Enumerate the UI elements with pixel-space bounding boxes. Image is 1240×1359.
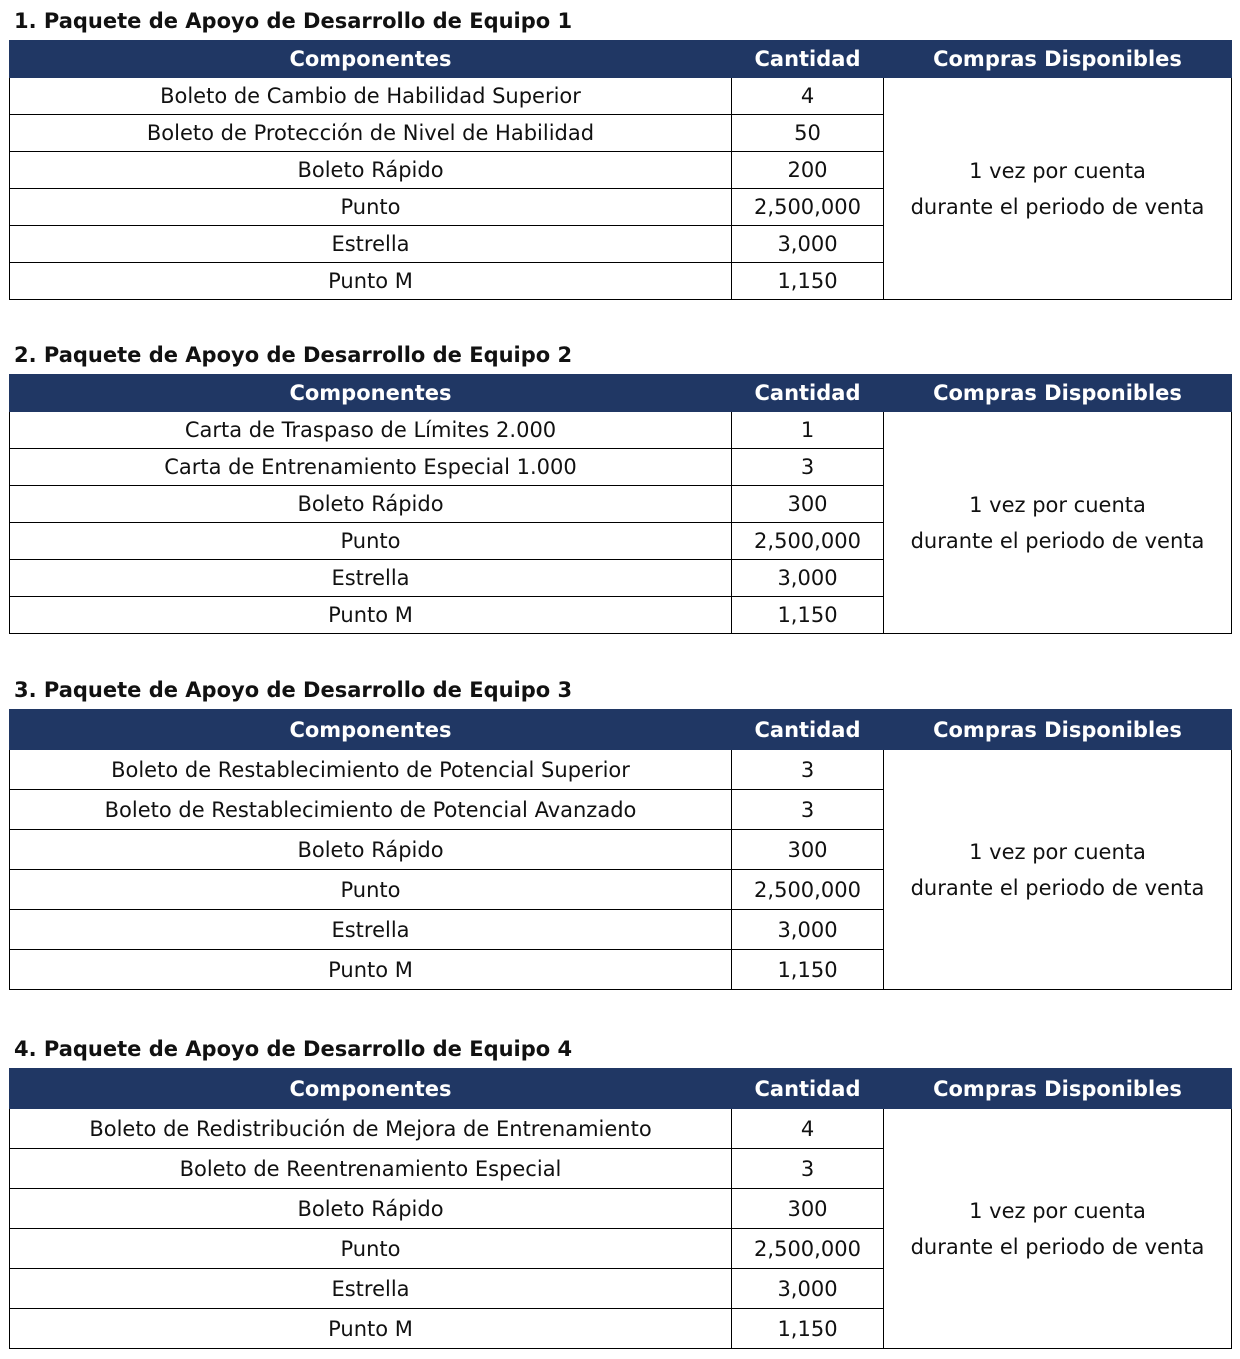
table-row — [10, 412, 1232, 449]
component-cell: Punto M — [10, 950, 732, 990]
table-header-row — [10, 41, 1232, 78]
availability-cell — [884, 412, 1232, 634]
quantity-cell: 200 — [732, 152, 884, 189]
quantity-cell: 1 — [732, 412, 884, 449]
table-row — [10, 78, 1232, 115]
quantity-header: Cantidad — [732, 41, 884, 78]
availability-line-2: durante el periodo de venta — [910, 528, 1205, 553]
quantity-cell: 50 — [732, 115, 884, 152]
component-cell: Boleto Rápido — [10, 152, 732, 189]
component-cell: Estrella — [10, 1269, 732, 1309]
component-cell: Estrella — [10, 560, 732, 597]
availability-line-2: durante el periodo de venta — [910, 194, 1205, 219]
component-cell: Estrella — [10, 226, 732, 263]
component-cell: Boleto de Reentrenamiento Especial — [10, 1149, 732, 1189]
package-2-title: 2. Paquete de Apoyo de Desarrollo de Equipo 2 — [14, 343, 573, 367]
availability-cell — [884, 1109, 1232, 1349]
quantity-header: Cantidad — [732, 710, 884, 750]
availability-line-1: 1 vez por cuenta — [969, 839, 1146, 864]
quantity-cell: 1,150 — [732, 950, 884, 990]
availability-line-2: durante el periodo de venta — [910, 875, 1205, 900]
package-1-table — [9, 40, 1232, 300]
components-header: Componentes — [10, 710, 732, 750]
component-cell: Carta de Entrenamiento Especial 1.000 — [10, 449, 732, 486]
quantity-cell: 4 — [732, 1109, 884, 1149]
table-header-row — [10, 1069, 1232, 1109]
table-header-row — [10, 375, 1232, 412]
component-cell: Carta de Traspaso de Límites 2.000 — [10, 412, 732, 449]
availability-line-1: 1 vez por cuenta — [969, 492, 1146, 517]
quantity-cell: 300 — [732, 1189, 884, 1229]
quantity-header: Cantidad — [732, 1069, 884, 1109]
component-cell: Punto — [10, 870, 732, 910]
quantity-cell: 300 — [732, 830, 884, 870]
component-cell: Punto M — [10, 263, 732, 300]
component-cell: Boleto de Restablecimiento de Potencial Superior — [10, 750, 732, 790]
components-header: Componentes — [10, 41, 732, 78]
quantity-cell: 3 — [732, 790, 884, 830]
package-1-title: 1. Paquete de Apoyo de Desarrollo de Equipo 1 — [14, 9, 573, 33]
component-cell: Boleto Rápido — [10, 830, 732, 870]
quantity-cell: 1,150 — [732, 263, 884, 300]
quantity-cell: 3 — [732, 449, 884, 486]
table-row — [10, 1109, 1232, 1149]
quantity-cell: 1,150 — [732, 1309, 884, 1349]
quantity-cell: 3,000 — [732, 226, 884, 263]
package-3-table — [9, 709, 1232, 990]
component-cell: Boleto de Cambio de Habilidad Superior — [10, 78, 732, 115]
quantity-cell: 4 — [732, 78, 884, 115]
quantity-cell: 2,500,000 — [732, 1229, 884, 1269]
component-cell: Boleto de Redistribución de Mejora de Entrenamiento — [10, 1109, 732, 1149]
availability-line-1: 1 vez por cuenta — [969, 158, 1146, 183]
component-cell: Boleto de Restablecimiento de Potencial Avanzado — [10, 790, 732, 830]
purchases-header: Compras Disponibles — [884, 1069, 1232, 1109]
availability-cell — [884, 750, 1232, 990]
components-header: Componentes — [10, 375, 732, 412]
quantity-cell: 3 — [732, 1149, 884, 1189]
table-row — [10, 750, 1232, 790]
quantity-cell: 2,500,000 — [732, 189, 884, 226]
quantity-cell: 2,500,000 — [732, 523, 884, 560]
component-cell: Punto M — [10, 597, 732, 634]
purchases-header: Compras Disponibles — [884, 375, 1232, 412]
quantity-cell: 3,000 — [732, 910, 884, 950]
quantity-cell: 1,150 — [732, 597, 884, 634]
purchases-header: Compras Disponibles — [884, 41, 1232, 78]
quantity-header: Cantidad — [732, 375, 884, 412]
component-cell: Punto M — [10, 1309, 732, 1349]
purchases-header: Compras Disponibles — [884, 710, 1232, 750]
quantity-cell: 3,000 — [732, 1269, 884, 1309]
component-cell: Boleto Rápido — [10, 1189, 732, 1229]
component-cell: Punto — [10, 523, 732, 560]
availability-line-1: 1 vez por cuenta — [969, 1198, 1146, 1223]
quantity-cell: 3,000 — [732, 560, 884, 597]
availability-cell — [884, 78, 1232, 300]
package-4-table — [9, 1068, 1232, 1349]
component-cell: Punto — [10, 189, 732, 226]
table-header-row — [10, 710, 1232, 750]
package-2-table — [9, 374, 1232, 634]
quantity-cell: 3 — [732, 750, 884, 790]
components-header: Componentes — [10, 1069, 732, 1109]
component-cell: Estrella — [10, 910, 732, 950]
package-3-title: 3. Paquete de Apoyo de Desarrollo de Equipo 3 — [14, 678, 573, 702]
component-cell: Boleto de Protección de Nivel de Habilidad — [10, 115, 732, 152]
component-cell: Punto — [10, 1229, 732, 1269]
quantity-cell: 2,500,000 — [732, 870, 884, 910]
package-4-title: 4. Paquete de Apoyo de Desarrollo de Equipo 4 — [14, 1037, 573, 1061]
availability-line-2: durante el periodo de venta — [910, 1234, 1205, 1259]
component-cell: Boleto Rápido — [10, 486, 732, 523]
quantity-cell: 300 — [732, 486, 884, 523]
